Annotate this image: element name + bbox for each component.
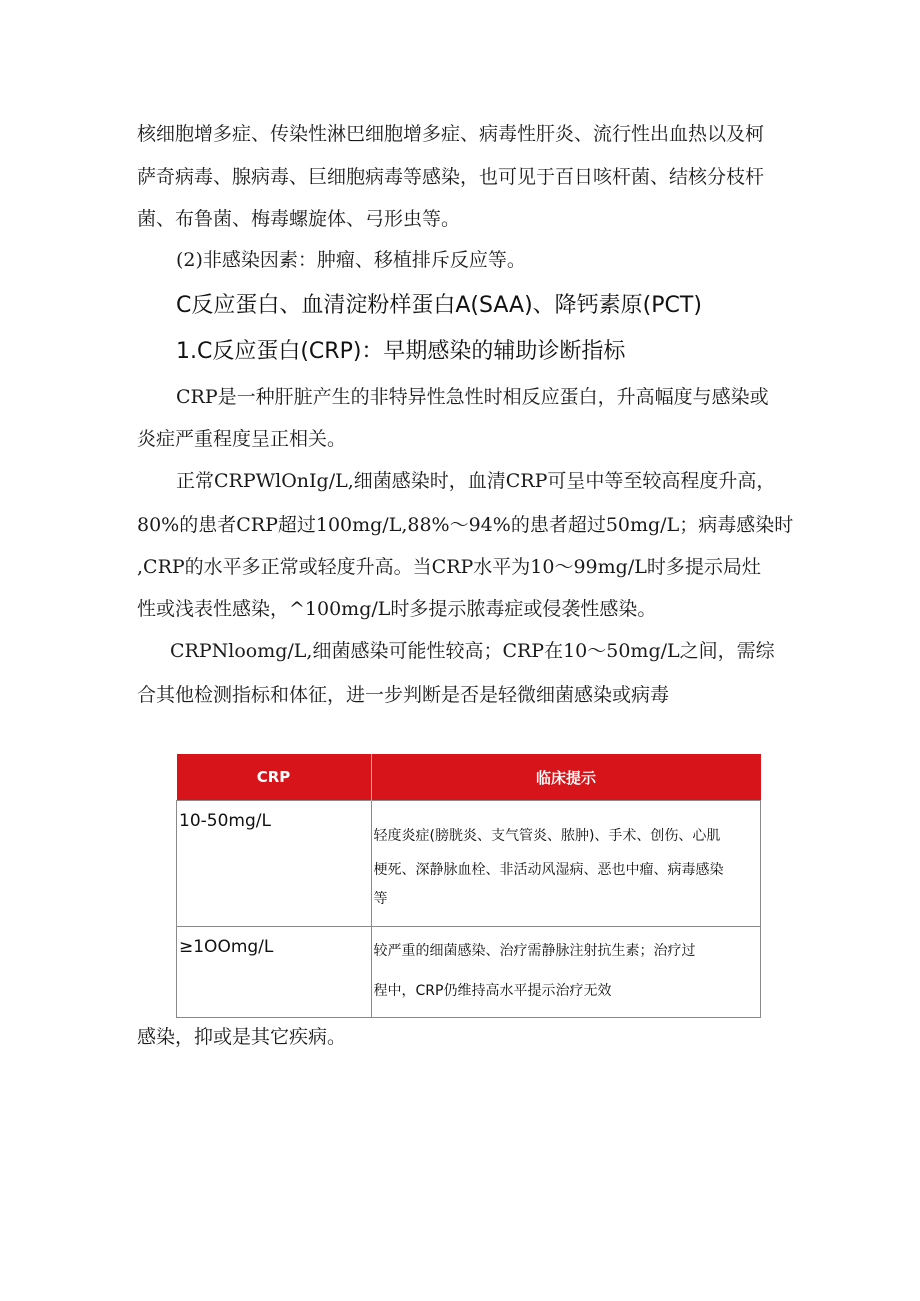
note-line: 等	[373, 891, 388, 907]
text-line: 核细胞增多症、传染性淋巴细胞增多症、病毒性肝炎、流行性出血热以及柯	[137, 123, 765, 145]
table-cell-crp-value: 10-50mg/L	[177, 801, 372, 927]
text-line: CRPNloomg/L,细菌感染可能性较高；CRP在10～50mg/L之间，需综	[170, 640, 775, 662]
text-line: CRP是一种肝脏产生的非特异性急性时相反应蛋白，升高幅度与感染或	[176, 386, 769, 408]
note-line: 程中，CRP仍维持高水平提示治疗无效	[373, 983, 612, 999]
table-header-row	[177, 754, 761, 801]
table-header-crp: CRP	[177, 754, 372, 801]
paragraph-conclusion: 感染，抑或是其它疾病。	[137, 1026, 347, 1048]
table-cell-clinical-note	[371, 801, 761, 927]
text-line: 炎症严重程度呈正相关。	[137, 428, 347, 450]
text-line: 性或浅表性感染，^100mg/L时多提示脓毒症或侵袭性感染。	[137, 598, 657, 620]
section-title: C反应蛋白、血清淀粉样蛋白A(SAA)、降钙素原(PCT)	[176, 293, 702, 318]
text-line: 萨奇病毒、腺病毒、巨细胞病毒等感染，也可见于百日咳杆菌、结核分枝杆	[137, 166, 765, 188]
text-line: 菌、布鲁菌、梅毒螺旋体、弓形虫等。	[137, 208, 461, 230]
note-line: 较严重的细菌感染、治疗需静脉注射抗生素；治疗过	[373, 943, 696, 959]
table-header-clinical: 临床提示	[371, 754, 761, 801]
table-cell-clinical-note	[371, 927, 761, 1018]
table-cell-crp-value: ≥1OOmg/L	[177, 927, 372, 1018]
text-line: 正常CRPWlOnIg/L,细菌感染时，血清CRP可呈中等至较高程度升高，	[176, 470, 776, 492]
note-line: 轻度炎症(膀胱炎、支气管炎、脓肿)、手术、创伤、心肌	[373, 828, 721, 844]
crp-clinical-table	[176, 754, 761, 1018]
subsection-title: 1.C反应蛋白(CRP)：早期感染的辅助诊断指标	[176, 339, 626, 364]
table-row	[177, 801, 761, 927]
table-row	[177, 927, 761, 1018]
text-line: 80%的患者CRP超过100mg/L,88%～94%的患者超过50mg/L；病毒感染时	[137, 514, 794, 536]
paragraph-non-infection: (2)非感染因素：肿瘤、移植排斥反应等。	[176, 249, 526, 271]
note-line: 梗死、深静脉血栓、非活动风湿病、恶也中瘤、病毒感染	[373, 862, 724, 878]
text-line: ,CRP的水平多正常或轻度升高。当CRP水平为10～99mg/L时多提示局灶	[137, 556, 761, 578]
text-line: 合其他检测指标和体征，进一步判断是否是轻微细菌感染或病毒	[137, 684, 670, 706]
